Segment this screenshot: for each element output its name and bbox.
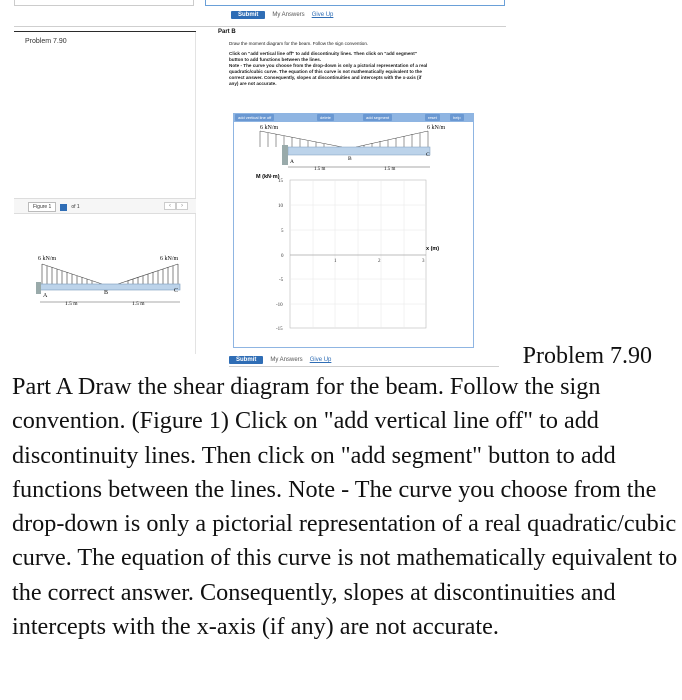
- divider: [14, 26, 506, 27]
- figure-of-count: of 1: [71, 204, 80, 210]
- fig-wall: [36, 282, 41, 294]
- help-button[interactable]: help: [450, 114, 464, 121]
- tool-wall: [282, 145, 288, 165]
- dropdown-icon[interactable]: [60, 204, 67, 211]
- question-heading: Problem 7.90: [522, 343, 652, 369]
- graph-ylabel: M (kN·m): [256, 174, 280, 180]
- tool-beam-diagram: [234, 123, 474, 173]
- moment-graph[interactable]: [234, 170, 474, 335]
- fig-dim-2: 1.5 m: [132, 301, 145, 307]
- instr-line-7: any) are not accurate.: [229, 81, 277, 86]
- fig-beam: [40, 284, 180, 290]
- previous-input-box: [14, 0, 194, 6]
- instr-line-6: correct answer. Consequently, slopes at discontinuities and intercepts with the x-axis (if: [229, 75, 422, 80]
- submit-button[interactable]: Submit: [229, 356, 263, 364]
- my-answers-link[interactable]: My Answers: [270, 357, 303, 363]
- question-text: Part A Draw the shear diagram for the beam. Follow the sign convention. (Figure 1) Click on "add vertical line off" to add discontinuity lines. Then click on "add segment" button to add functions between the lines. Note - The curve you choose from the drop-down is only a pictorial representation of a real quadratic/cubic curve. The equation of this curve is not mathematically equivalent to the correct answer. Consequently, slopes at discontinuities and intercepts with the x-axis (if any) are not accurate.: [12, 373, 678, 641]
- fig-load-left-label: 6 kN/m: [38, 256, 57, 262]
- fig-point-a: A: [43, 293, 48, 299]
- fig-load-arrows: [42, 264, 178, 284]
- bottom-action-row: [229, 356, 331, 364]
- instr-line-3: button to add functions between the lines.: [229, 57, 322, 62]
- instr-line-4: Note - The curve you choose from the drop-down is only a pictorial representation of a real: [229, 63, 428, 68]
- fig-dim-1: 1.5 m: [65, 301, 78, 307]
- figure-beam-diagram: [28, 244, 188, 314]
- xtick-1: 1: [334, 259, 337, 264]
- part-b-title: Part B: [218, 29, 236, 35]
- give-up-link[interactable]: Give Up: [309, 357, 332, 363]
- figure-bar: [14, 198, 196, 214]
- xtick-2: 2: [378, 259, 381, 264]
- fig-load-right-label: 6 kN/m: [160, 256, 179, 262]
- instr-line-5: quadratic/cubic curve. The equation of this curve is not mathematically equivalent to the: [229, 69, 422, 74]
- instr-line-1: Draw the moment diagram for the beam. Follow the sign convention.: [229, 41, 369, 46]
- top-submit-button[interactable]: Submit: [231, 11, 265, 19]
- top-action-row: [231, 11, 333, 19]
- ytick-neg10: -10: [276, 303, 283, 308]
- tool-dim-1: 1.5 m: [314, 167, 326, 172]
- fig-point-b: B: [104, 290, 109, 296]
- prev-arrow-icon[interactable]: ‹: [164, 202, 176, 210]
- fig-point-c: C: [174, 288, 179, 294]
- ytick-neg5: -5: [279, 278, 284, 283]
- ytick-neg15: -15: [276, 327, 283, 332]
- ytick-5: 5: [281, 229, 284, 234]
- fig-load-outline: [42, 264, 178, 284]
- tool-point-a: A: [290, 159, 294, 165]
- add-vertical-line-button[interactable]: add vertical line off: [235, 114, 274, 121]
- tool-point-c: C: [426, 152, 430, 158]
- instr-line-2: Click on "add vertical line off" to add discontinuity lines. Then click on "add segment": [229, 51, 417, 56]
- tool-load-arrows: [260, 131, 428, 147]
- tool-load-left-label: 6 kN/m: [260, 125, 279, 131]
- top-my-answers-link[interactable]: My Answers: [272, 12, 305, 18]
- tool-point-b: B: [348, 156, 352, 162]
- figure-tab[interactable]: Figure 1: [28, 202, 56, 212]
- add-segment-button[interactable]: add segment: [363, 114, 392, 121]
- ytick-15: 15: [278, 179, 283, 184]
- delete-button[interactable]: delete: [317, 114, 334, 121]
- tool-dim-2: 1.5 m: [384, 167, 396, 172]
- ytick-0: 0: [281, 254, 284, 259]
- ytick-10: 10: [278, 204, 283, 209]
- problem-label: Problem 7.90: [25, 38, 67, 45]
- tool-beam: [288, 147, 430, 155]
- diagram-toolbar: [233, 113, 474, 122]
- bottom-divider: [229, 366, 499, 367]
- reset-button[interactable]: reset: [425, 114, 440, 121]
- xtick-3: 3: [422, 259, 425, 264]
- graph-xlabel: x (m): [426, 246, 440, 252]
- top-give-up-link[interactable]: Give Up: [311, 12, 334, 18]
- previous-answer-box: [205, 0, 505, 6]
- part-b-instructions: [229, 41, 504, 87]
- next-arrow-icon[interactable]: ›: [176, 202, 188, 210]
- tool-load-right-label: 6 kN/m: [427, 125, 446, 131]
